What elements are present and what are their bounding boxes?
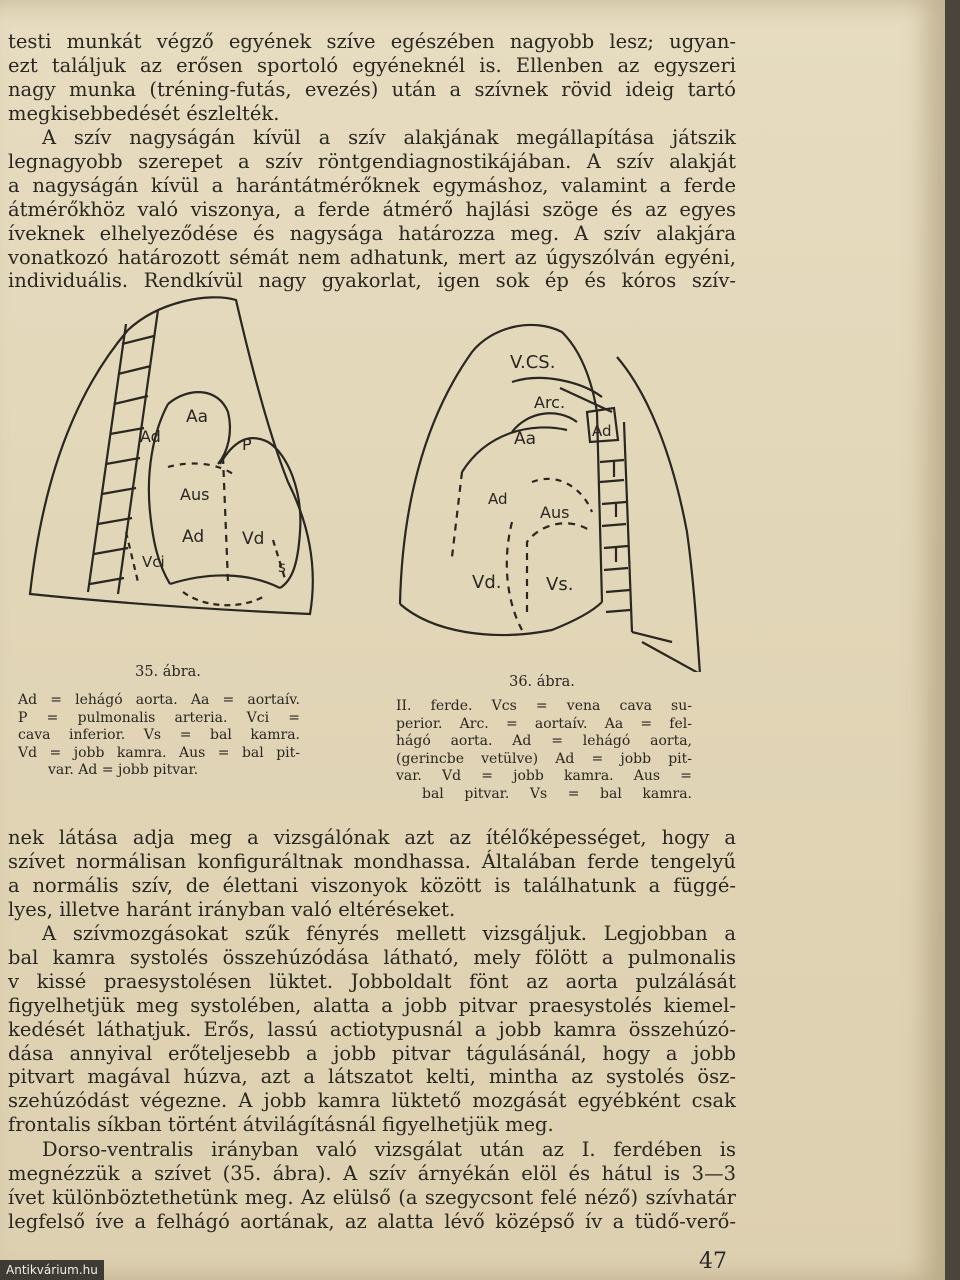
- text-line: megnézzük a szívet (35. ábra). A szív árnyékán elöl és hátul is 3—3: [8, 1161, 736, 1185]
- text-line: dása annyival erőteljesebb a jobb pitvar tágulásánál, hogy a jobb: [8, 1041, 736, 1065]
- figure-35-caption: [18, 692, 300, 780]
- label-vcs: V.CS.: [510, 352, 556, 373]
- caption-line: var. Ad = jobb pitvar.: [48, 762, 199, 779]
- figure-36-title: 36. ábra.: [509, 674, 575, 690]
- text-line: frontalis síkban történt átvilágításnál figyelhetjük meg.: [8, 1113, 554, 1137]
- text-line: kedését láthatjuk. Erős, lassú actiotypusnál a jobb kamra összehúzó-: [8, 1017, 736, 1041]
- second-paragraph: [8, 126, 736, 293]
- text-line: testi munkát végző egyének szíve egészében nagyobb lesz; ugyan-: [8, 30, 736, 53]
- text-line: A szívmozgásokat szűk fényrés mellett vizsgáljuk. Legjobban a: [42, 922, 736, 945]
- caption-line: cava inferior. Vs = bal kamra.: [18, 727, 300, 744]
- text-line: nek látása adja meg a vizsgálónak azt az ítélőképességet, hogy a: [8, 826, 736, 849]
- label-ad-box: Ad: [592, 422, 612, 440]
- text-line: vonatkozó határozott sémát nem adhatunk, mert az úgyszólván egyéni,: [8, 245, 736, 269]
- text-line: v kissé praesystolésen lüktet. Jobboldalt fönt az aorta pulzálását: [8, 969, 736, 993]
- text-line: A szív nagyságán kívül a szív alakjának megállapítása játszik: [42, 126, 736, 149]
- fourth-paragraph: [8, 922, 736, 1137]
- figure-36-caption: [396, 698, 692, 804]
- caption-line: hágó aorta. Ad = lehágó aorta,: [396, 733, 692, 750]
- page-number: 47: [699, 1249, 727, 1274]
- figure-35-drawing: [18, 292, 338, 632]
- text-line: lyes, illetve haránt irányban való eltéréseket.: [8, 897, 456, 921]
- figure-36-drawing: [392, 312, 712, 672]
- text-line: megkisebbedését észlelték.: [8, 101, 280, 125]
- label-ad-left: Ad: [488, 490, 508, 508]
- figure-35: [18, 292, 338, 680]
- caption-line: Ad = lehágó aorta. Aa = aortaív.: [18, 692, 300, 708]
- watermark: Antikvárium.hu: [0, 1260, 104, 1280]
- label-arc: Arc.: [534, 393, 566, 412]
- label-aus: Aus: [540, 503, 570, 522]
- text-line: legnagyobb szerepet a szív röntgendiagnostikájában. A szív alakját: [8, 149, 736, 173]
- label-aa: Aa: [514, 429, 537, 449]
- label-ad: Ad: [182, 527, 205, 547]
- text-line: individuális. Rendkívül nagy gyakorlat, igen sok ép és kóros szív-: [8, 269, 736, 293]
- text-line: pitvart magával húzva, azt a látszatot kelti, mintha az systolés ösz-: [8, 1065, 736, 1089]
- label-ad-top: Ad: [140, 427, 161, 446]
- text-line: íveknek elhelyeződése és nagysága határozza meg. A szív alakjára: [8, 221, 736, 245]
- text-line: ívet különböztethetünk meg. Az elülső (a szegycsont felé néző) szívhatár: [8, 1185, 736, 1209]
- caption-line: var. Vd = jobb kamra. Aus =: [396, 768, 692, 785]
- fifth-paragraph: [8, 1138, 736, 1234]
- third-paragraph: [8, 826, 736, 922]
- book-spine-shadow: [945, 0, 960, 1280]
- caption-line: (gerincbe vetülve) Ad = jobb pit-: [396, 750, 692, 767]
- text-line: bal kamra systolés összehúzódása látható, mely fölött a pulmonalis: [8, 945, 736, 969]
- figure-36: [392, 312, 712, 692]
- label-aa: Aa: [186, 407, 209, 427]
- text-line: nagy munka (tréning-futás, evezés) után a szívnek rövid ideig tartó: [8, 77, 736, 101]
- caption-line: perior. Arc. = aortaív. Aa = fel-: [396, 715, 692, 732]
- text-line: átmérőkhöz való viszonya, a ferde átmérő hajlási szöge és az egyes: [8, 197, 736, 221]
- text-line: figyelhetjük meg systolében, alatta a jobb pitvar praesystolés kiemel-: [8, 993, 736, 1017]
- label-vs: Vs.: [546, 574, 574, 595]
- top-paragraph: [8, 30, 736, 126]
- label-s: s: [278, 558, 286, 576]
- caption-line: P = pulmonalis arteria. Vci =: [18, 709, 300, 726]
- figure-35-title: 35. ábra.: [135, 664, 201, 680]
- label-aus: Aus: [180, 485, 210, 504]
- label-vci: Vci: [142, 553, 165, 571]
- text-line: szehúzódást végezne. A jobb kamra lüktető mozgását egyébként csak: [8, 1089, 736, 1113]
- text-line: Dorso-ventralis irányban való vizsgálat után az I. ferdében is: [42, 1138, 736, 1161]
- label-vd: Vd.: [472, 572, 502, 593]
- text-line: a nagyságán kívül a harántátmérőknek egymáshoz, valamint a ferde: [8, 173, 736, 197]
- text-line: legfelső íve a felhágó aortának, az alatta lévő középső ív a tüdő-verő-: [8, 1209, 736, 1233]
- text-line: a normális szív, de élettani viszonyok között is találhatunk a függé-: [8, 873, 736, 897]
- label-p: P: [242, 435, 252, 454]
- caption-line: II. ferde. Vcs = vena cava su-: [396, 698, 692, 714]
- caption-line: Vd = jobb kamra. Aus = bal pit-: [18, 744, 300, 761]
- caption-line: bal pitvar. Vs = bal kamra.: [422, 785, 692, 802]
- text-line: szívet normálisan konfiguráltnak mondhassa. Általában ferde tengelyű: [8, 849, 736, 873]
- label-vd: Vd: [242, 529, 265, 549]
- text-line: ezt találjuk az erősen sportoló egyéneknél is. Ellenben az egyszeri: [8, 53, 736, 77]
